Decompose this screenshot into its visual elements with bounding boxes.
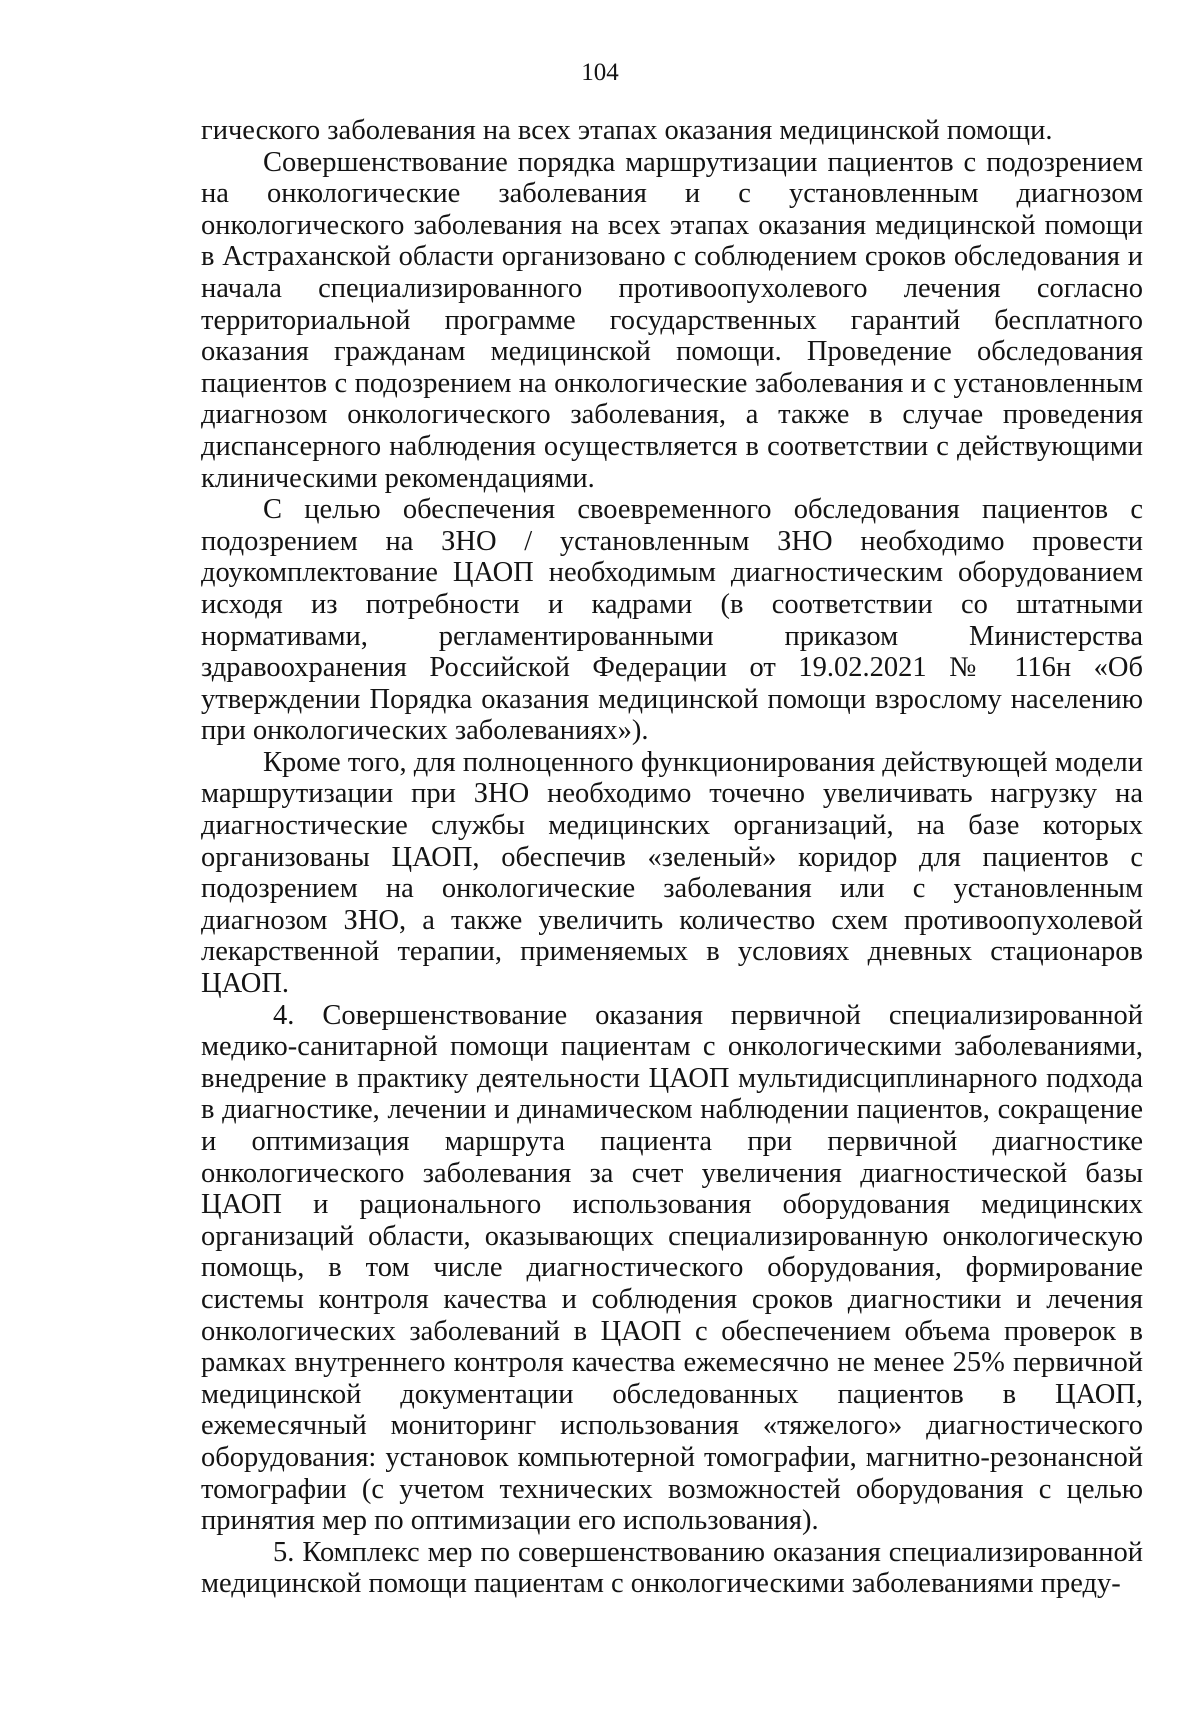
- paragraph-routing-model: Кроме того, для полноценного функционирования действующей модели маршрутизации при ЗНО необходимо точечно увеличивать нагрузку на диагностические службы медицинских организаций, на базе которых организованы ЦАОП, обеспечив «зеленый» коридор для пациентов с подозрением на онкологические заболевания или с установленным диагнозом ЗНО, а также увеличить количество схем противоопухолевой лекарственной терапии, применяемых в условиях дневных стационаров ЦАОП.: [201, 746, 1143, 1000]
- paragraph-continuation: гического заболевания на всех этапах оказания медицинской помощи.: [201, 115, 1053, 146]
- paragraph-item-4: 4. Совершенствование оказания первичной специализированной медико-санитарной помощи пациентам с онкологическими заболеваниями, внедрение в практику деятельности ЦАОП мультидисциплинарного подхода в диагностике, лечении и динамическом наблюдении пациентов, сокращение и оптимизация маршрута пациента при первичной диагностике онкологического заболевания за счет увеличения диагностической базы ЦАОП и рационального использования оборудования медицинских организаций области, оказывающих специализированную онкологическую помощь, в том числе диагностического оборудования, формирование системы контроля качества и соблюдения сроков диагностики и лечения онкологических заболеваний в ЦАОП с обеспечением объема проверок в рамках внутреннего контроля качества ежемесячно не менее 25% первичной медицинской документации обследованных пациентов в ЦАОП, ежемесячный мониторинг использования «тяжелого» диагностического оборудования: установок компьютерной томографии, магнитно-резонансной томографии (с учетом технических возможностей оборудования с целью принятия мер по оптимизации его использования).: [201, 999, 1143, 1537]
- paragraph-item-5: 5. Комплекс мер по совершенствованию оказания специализированной медицинской помощи пациентам с онкологическими заболеваниями преду-: [201, 1536, 1143, 1600]
- document-body: [201, 115, 1143, 1600]
- paragraph-examination: С целью обеспечения своевременного обследования пациентов с подозрением на ЗНО / установленным ЗНО необходимо провести доукомплектование ЦАОП необходимым диагностическим оборудованием исходя из потребности и кадрами (в соответствии со штатными нормативами, регламентированными приказом Министерства здравоохранения Российской Федерации от 19.02.2021 № 116н «Об утверждении Порядка оказания медицинской помощи взрослому населению при онкологических заболеваниях»).: [201, 494, 1143, 747]
- page-number: 104: [581, 59, 619, 86]
- paragraph-routing: Совершенствование порядка маршрутизации пациентов с подозрением на онкологические заболевания и с установленным диагнозом онкологического заболевания на всех этапах оказания медицинской помощи в Астраханской области организовано с соблюдением сроков обследования и начала специализированного противоопухолевого лечения согласно территориальной программе государственных гарантий бесплатного оказания гражданам медицинской помощи. Проведение обследования пациентов с подозрением на онкологические заболевания и с установленным диагнозом онкологического заболевания, а также в случае проведения диспансерного наблюдения осуществляется в соответствии с действующими клиническими рекомендациями.: [201, 146, 1143, 494]
